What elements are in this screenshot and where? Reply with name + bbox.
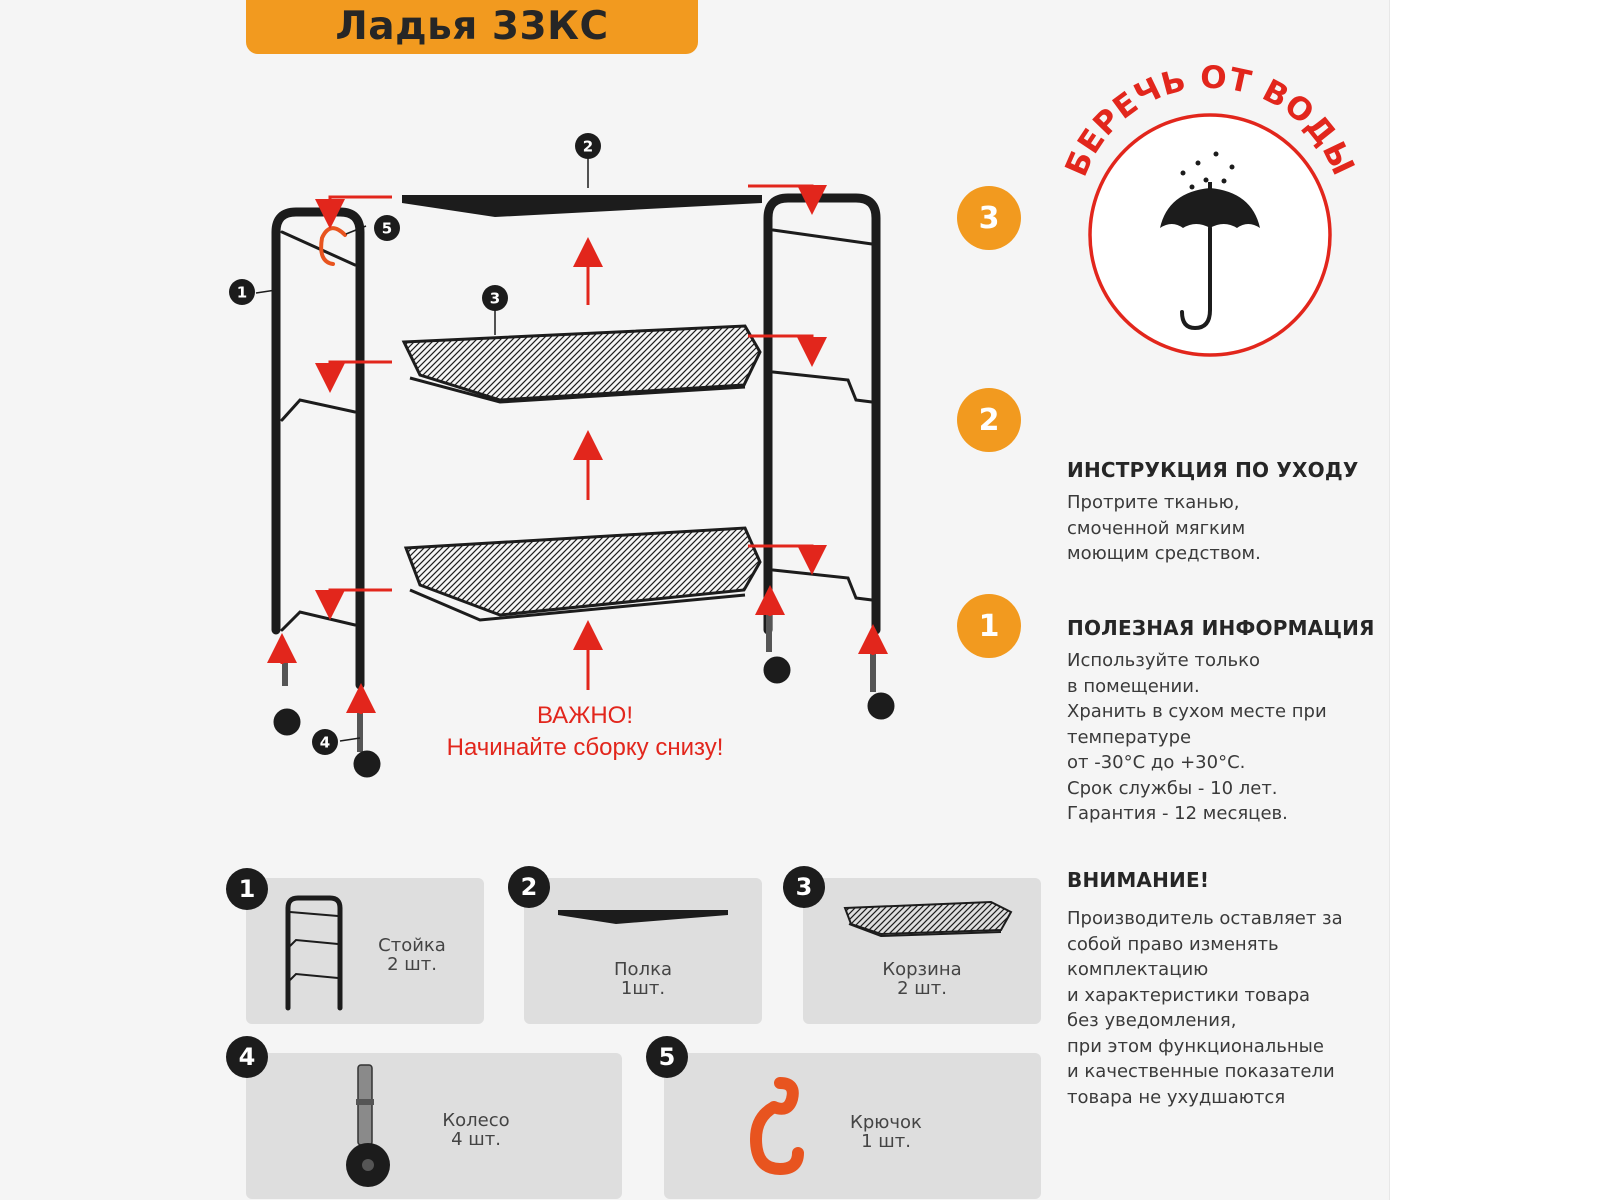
mesh-basket-icon <box>841 898 1015 938</box>
callout-1 <box>229 279 255 305</box>
part-name-wheel: Колесо <box>442 1110 510 1131</box>
svg-text:2: 2 <box>582 137 594 156</box>
part-number-3: 3 <box>783 866 825 908</box>
lower-basket <box>406 528 760 620</box>
part-card-rack <box>246 878 484 1024</box>
part-name-shelf: Полка <box>614 959 672 980</box>
part-card-hook <box>664 1053 1041 1199</box>
callout-2 <box>575 133 601 159</box>
attention-text: Производитель оставляет за собой право изменять комплектацию и характеристики товара без уведомления, при этом функциональные и качественные показатели товара не ухудшаются <box>1067 908 1343 1108</box>
part-number-1: 1 <box>226 868 268 910</box>
product-title: Ладья 33КС <box>335 3 609 49</box>
info-heading: ПОЛЕЗНАЯ ИНФОРМАЦИЯ <box>1067 616 1375 640</box>
part-number-2: 2 <box>508 866 550 908</box>
caster-wheel-icon <box>338 1059 402 1191</box>
attention-heading: ВНИМАНИЕ! <box>1067 868 1210 892</box>
part-qty-basket: 2 шт. <box>897 978 947 999</box>
callout-4 <box>312 729 338 755</box>
part-qty-rack: 2 шт. <box>387 954 437 975</box>
right-rack-frame <box>768 198 876 630</box>
svg-text:4: 4 <box>319 733 331 752</box>
step-circle-2: 2 <box>957 388 1021 452</box>
part-card-basket <box>803 878 1041 1024</box>
callout-3 <box>482 285 508 311</box>
hook-icon <box>740 1073 810 1181</box>
shelf-board-icon <box>556 906 732 928</box>
part-name-rack: Стойка <box>378 935 446 956</box>
svg-text:3: 3 <box>489 289 501 308</box>
left-rack-frame <box>276 212 360 685</box>
callout-5 <box>374 215 400 241</box>
important-title: ВАЖНО! <box>536 702 634 729</box>
step-circle-1: 1 <box>957 594 1021 658</box>
upper-basket <box>404 326 760 402</box>
rack-frame-icon <box>282 894 346 1012</box>
important-note <box>380 700 790 764</box>
care-text: Протрите тканью, смоченной мягким моющим средством. <box>1067 492 1261 564</box>
part-card-wheel <box>246 1053 622 1199</box>
svg-text:5: 5 <box>381 219 393 238</box>
part-number-5: 5 <box>646 1036 688 1078</box>
part-qty-wheel: 4 шт. <box>451 1129 501 1150</box>
assembly-arrows <box>282 186 873 714</box>
important-text: Начинайте сборку снизу! <box>446 734 724 761</box>
care-heading: ИНСТРУКЦИЯ ПО УХОДУ <box>1067 458 1359 482</box>
callout-leaders <box>256 158 588 741</box>
keep-dry-label: БЕРЕЧЬ ОТ ВОДЫ <box>1058 60 1362 182</box>
part-number-4: 4 <box>226 1036 268 1078</box>
part-name-basket: Корзина <box>882 959 962 980</box>
svg-text:1: 1 <box>236 283 248 302</box>
part-qty-shelf: 1шт. <box>620 978 666 999</box>
top-shelf <box>402 195 762 217</box>
keep-dry-badge <box>1050 60 1370 370</box>
part-name-hook: Крючок <box>850 1112 922 1133</box>
part-qty-hook: 1 шт. <box>861 1131 911 1152</box>
part-card-shelf <box>524 878 762 1024</box>
step-circle-3: 3 <box>957 186 1021 250</box>
info-text: Используйте только в помещении. Хранить в сухом месте при температуре от -30°C до +30°C. Срок службы - 10 лет. Гарантия - 12 месяцев. <box>1067 650 1327 824</box>
